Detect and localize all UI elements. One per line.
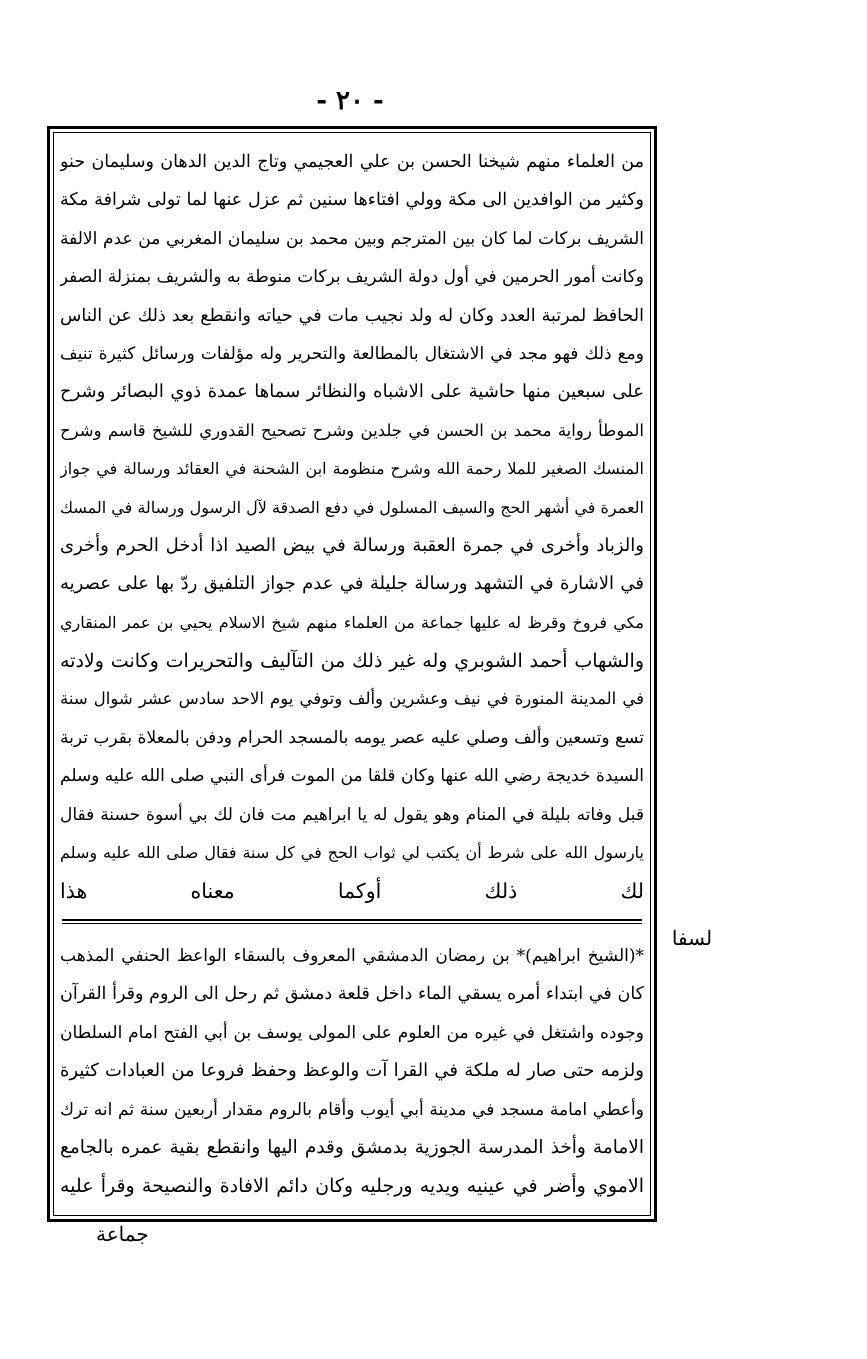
text-line: لك ذلك أوكما معناه هذا [60, 879, 644, 904]
text-line: ولزمه حتى صار له ملكة في القرا آت والوعظ وحفظ فروعا من العبادات كثيرة [60, 1060, 644, 1082]
page-number: - ٢٠ - [316, 86, 384, 116]
text-line: وكانت أمور الحرمين في أول دولة الشريف بركات منوطة به والشريف بمنزلة الصفر [60, 267, 644, 288]
text-line: العمرة في أشهر الحج والسيف المسلول في دفع الصدقة لآل الرسول ورسالة في المسك [60, 497, 644, 517]
text-line: السيدة خديجة رضي الله عنها وكان قلقا من الموت فرأى النبي صلى الله عليه وسلم [60, 766, 644, 787]
text-line: وكثير من الوافدين الى مكة وولي افتاءها سنين ثم عزل عنها لما تولى شرافة مكة [60, 190, 644, 211]
text-line: المنسك الصغير للملا رحمة الله وشرح منظومة ابن الشحنة في العقائد ورسالة في جواز [60, 459, 644, 479]
text-line: وجوده واشتغل في غيره من العلوم على المولى يوسف بن أبي الفتح امام السلطان [60, 1022, 644, 1043]
text-line: الحافظ لمرتبة العدد وكان له ولد نجيب مات في حياته وانقطع بعد ذلك عن الناس [60, 305, 644, 326]
biography-text-block-ibrahim-saqqa [60, 937, 644, 1206]
text-frame [47, 126, 657, 1222]
text-line: من العلماء منهم شيخنا الحسن بن علي العجيمي وتاج الدين الدهان وسليمان حنو [60, 152, 644, 172]
text-line: الشريف بركات لما كان بين المترجم وبين محمد بن سليمان المغربي من عدم الالفة [60, 228, 644, 249]
text-line: في المدينة المنورة في نيف وعشرين وألف وتوفي يوم الاحد سادس عشر شوال سنة [60, 689, 644, 709]
text-line: الموطأ رواية محمد بن الحسن في جلدين وشرح تصحيح القدوري للشيخ قاسم وشرح [60, 420, 644, 440]
text-line: قبل وفاته بليلة في المنام وهو يقول له يا ابراهيم مت فان لك بي أسوة حسنة فقال [60, 804, 644, 825]
text-line: الامامة وأخذ المدرسة الجوزية بدمشق وقدم اليها وانقطع بقية عمره بالجامع [60, 1136, 644, 1158]
text-line: تسع وتسعين وألف وصلي عليه عصر يومه بالمسجد الحرام ودفن بالمعلاة بقرب تربة [60, 727, 644, 748]
text-line: كان في ابتداء أمره يسقي الماء داخل قلعة دمشق ثم رحل الى الروم وقرأ القرآن [60, 984, 644, 1005]
text-line: في الاشارة في التشهد ورسالة جليلة في عدم جواز التلفيق ردّ بها على عصريه [60, 573, 644, 595]
text-line: والشهاب أحمد الشوبري وله غير ذلك من التآليف والتحريرات وكانت ولادته [60, 650, 644, 673]
section-divider [62, 919, 642, 924]
text-line: ومع ذلك فهو مجد في الاشتغال بالمطالعة والتحرير وله مؤلفات ورسائل كثيرة تنيف [60, 343, 644, 364]
text-line: على سبعين منها حاشية على الاشباه والنظائر سماها عمدة ذوي البصائر وشرح [60, 381, 644, 403]
biography-text-block [60, 143, 644, 911]
text-line: يارسول الله على شرط أن يكتب لي ثواب الحج في كل سنة فقال صلى الله عليه وسلم [60, 843, 644, 863]
text-line: *(الشيخ ابراهيم)* بن رمضان الدمشقي المعروف بالسقاء الواعظ الحنفي المذهب [60, 946, 644, 966]
catchword: جماعة [96, 1222, 149, 1246]
margin-note: لسفا [671, 926, 713, 950]
text-line: مكي فروخ وقرظ له عليها جماعة من العلماء منهم شيخ الاسلام يحيي بن عمر المنقاري [60, 612, 644, 632]
text-line: والزباد وأخرى في جمرة العقبة ورسالة في بيض الصيد اذا أدخل الحرم وأخرى [60, 534, 644, 556]
text-line: الاموي وأضر في عينيه ويديه ورجليه وكان دائم الافادة والنصيحة وقرأ عليه [60, 1175, 644, 1198]
text-line: وأعطي امامة مسجد في مدينة أبي أيوب وأقام بالروم مقدار أربعين سنة ثم انه ترك [60, 1099, 644, 1120]
